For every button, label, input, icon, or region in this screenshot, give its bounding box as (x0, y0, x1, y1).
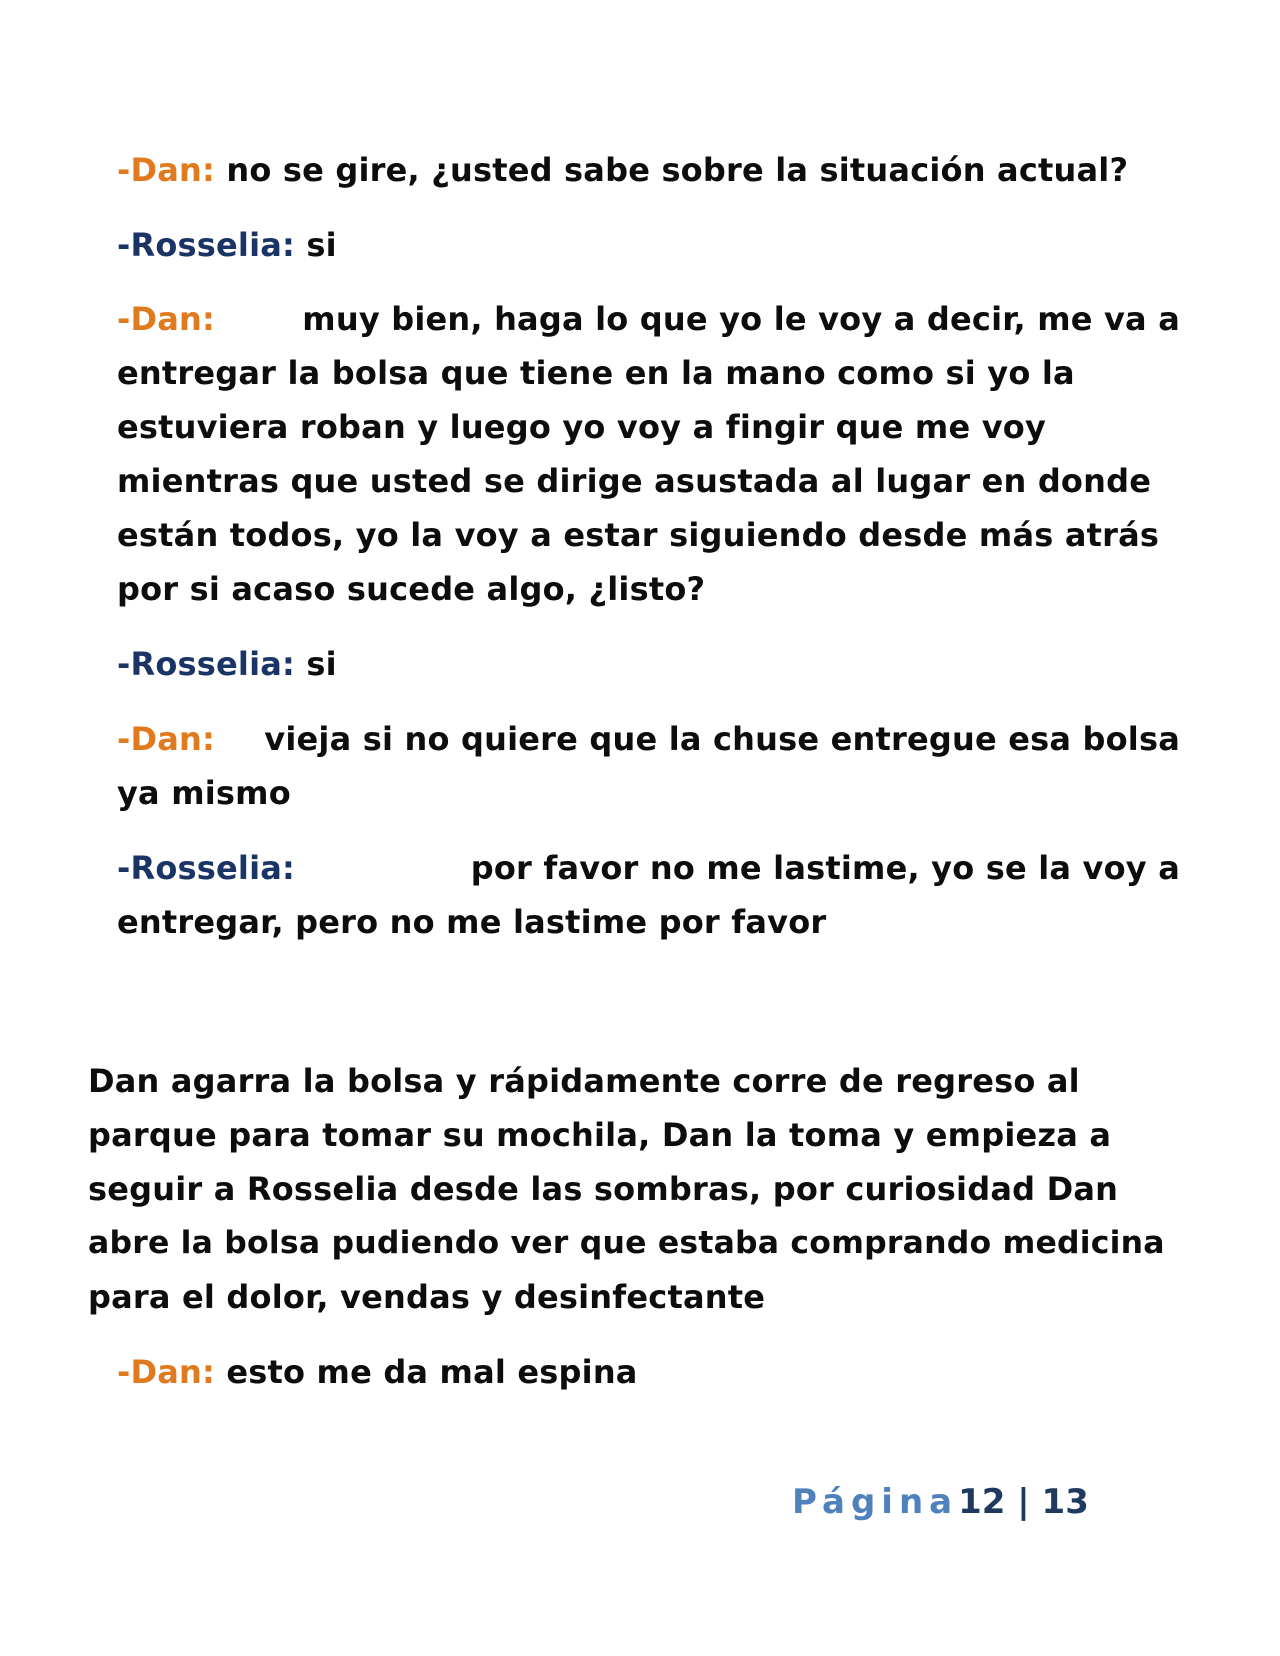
dialogue-text: entregar la bolsa que tiene en la mano como si yo la (117, 354, 1075, 392)
dialogue-text: mientras que usted se dirige asustada al lugar en donde (117, 462, 1152, 500)
dialogue-line (117, 454, 1151, 508)
speaker-label: -Dan: (117, 300, 216, 338)
page-total: 13 (1041, 1482, 1089, 1522)
speaker-label: -Dan: (117, 151, 216, 189)
page-footer (792, 1480, 1089, 1524)
dialogue-text: no se gire, ¿usted sabe sobre la situación actual? (226, 151, 1129, 189)
dialogue-text: esto me da mal espina (226, 1353, 638, 1391)
page-separator: | (1017, 1482, 1030, 1522)
dialogue-text: muy bien, haga lo que yo le voy a decir, me va a (302, 300, 1180, 338)
dialogue-line (117, 143, 1128, 197)
dialogue-text: entregar, pero no me lastime por favor (117, 903, 827, 941)
dialogue-line (117, 895, 826, 949)
narration-line: seguir a Rosselia desde las sombras, por curiosidad Dan (88, 1170, 1119, 1208)
dialogue-line (117, 292, 1180, 346)
dialogue-line (117, 218, 337, 272)
dialogue-line (117, 637, 337, 691)
dialogue-line (117, 712, 1180, 766)
speaker-label: -Rosselia: (117, 226, 296, 264)
narration-line: parque para tomar su mochila, Dan la toma y empieza a (88, 1116, 1112, 1154)
dialogue-text: vieja si no quiere que la chuse entregue esa bolsa (264, 720, 1180, 758)
dialogue-line (117, 841, 1180, 895)
dialogue-text: están todos, yo la voy a estar siguiendo desde más atrás (117, 516, 1160, 554)
narration-line: Dan agarra la bolsa y rápidamente corre de regreso al (88, 1062, 1080, 1100)
dialogue-text: si (306, 226, 337, 264)
dialogue-line (117, 766, 291, 820)
dialogue-line (117, 1345, 638, 1399)
speaker-label: -Dan: (117, 1353, 216, 1391)
dialogue-text: si (306, 645, 337, 683)
speaker-label: -Rosselia: (117, 645, 296, 683)
narration-line: para el dolor, vendas y desinfectante (88, 1278, 766, 1316)
narration-line: abre la bolsa pudiendo ver que estaba comprando medicina (88, 1225, 1165, 1261)
dialogue-line (117, 508, 1159, 562)
speaker-label: -Rosselia: (117, 849, 296, 887)
dialogue-text: por favor no me lastime, yo se la voy a (470, 849, 1180, 887)
speaker-label: -Dan: (117, 720, 216, 758)
page-label: Página (792, 1482, 959, 1522)
page-number: 12 (958, 1482, 1006, 1522)
dialogue-line (117, 346, 1075, 400)
dialogue-line (117, 562, 705, 616)
dialogue-text: por si acaso sucede algo, ¿listo? (117, 570, 706, 608)
dialogue-text: ya mismo (117, 774, 291, 812)
dialogue-text: estuviera roban y luego yo voy a fingir que me voy (117, 408, 1046, 446)
dialogue-line (117, 400, 1046, 454)
